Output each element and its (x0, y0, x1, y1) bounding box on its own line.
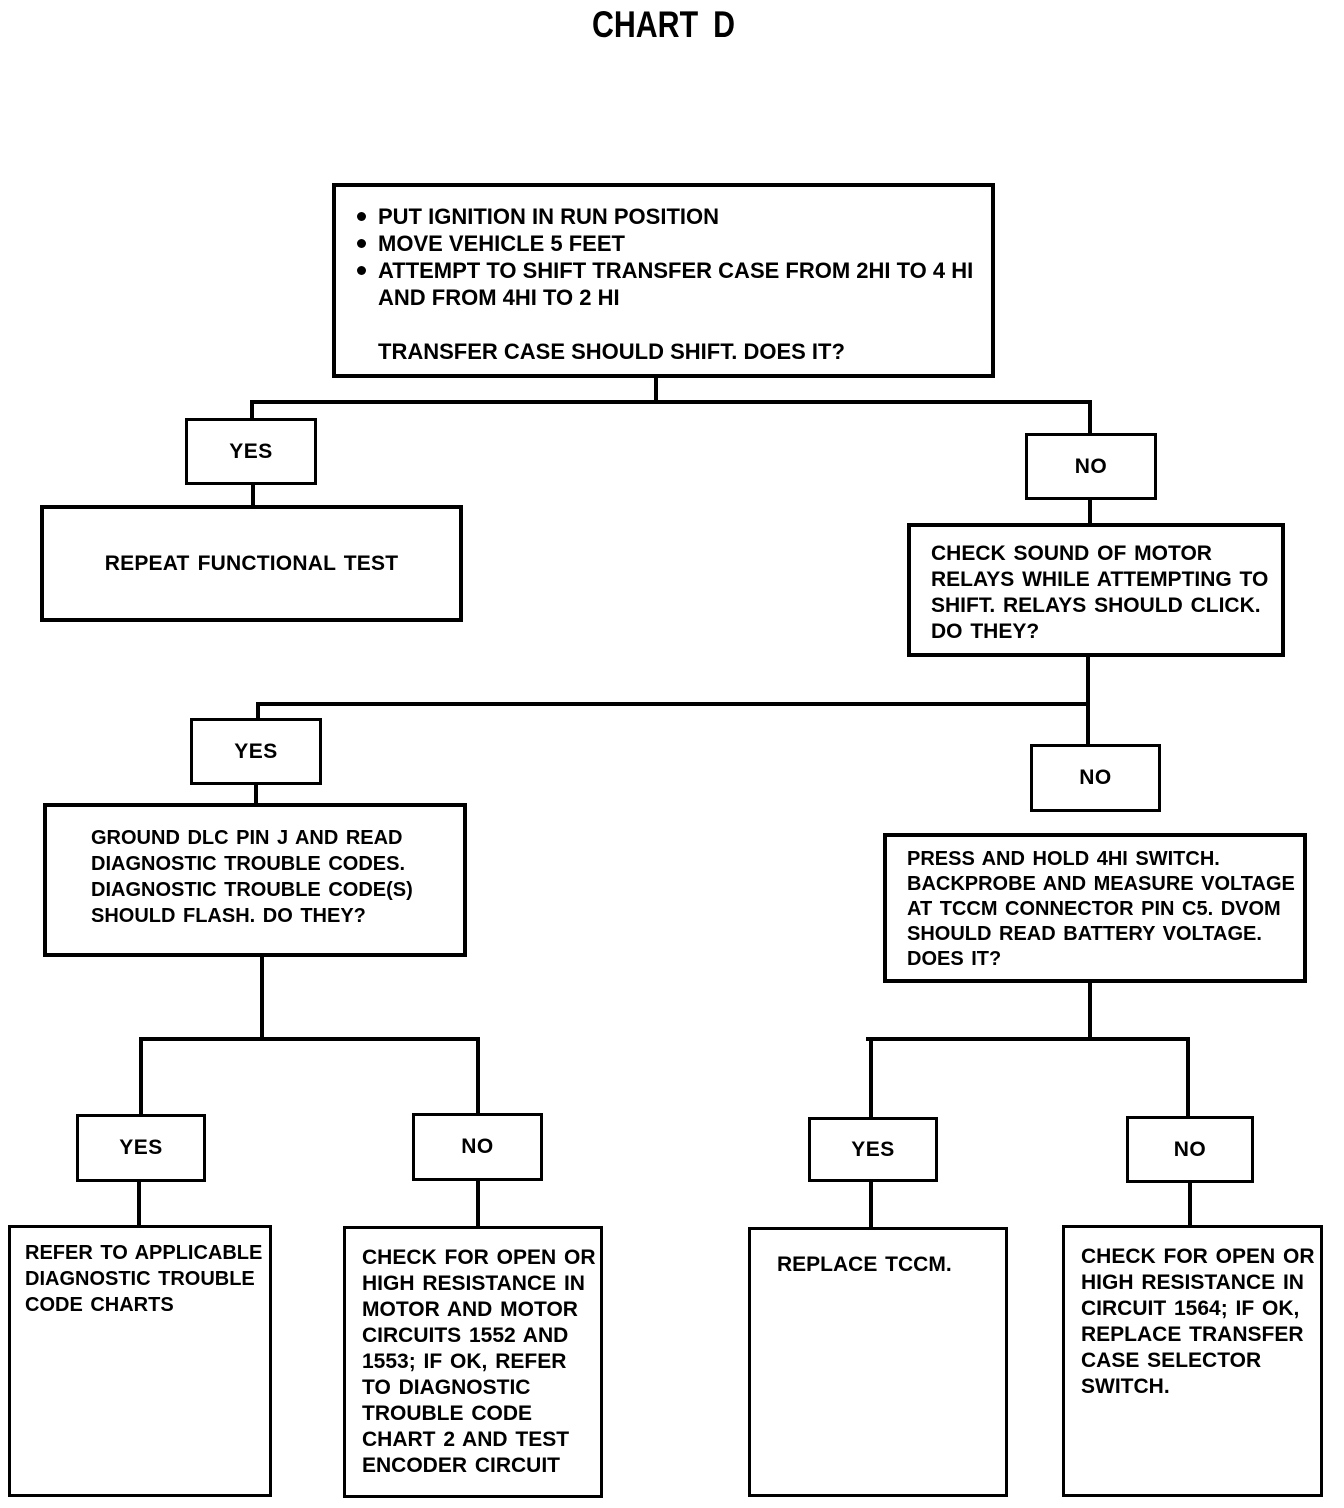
branch-label-no-2: NO (1030, 744, 1161, 812)
bullet-icon (357, 266, 366, 275)
connector (256, 702, 1090, 706)
connector (139, 1037, 143, 1114)
connector (869, 1037, 873, 1117)
bullet-text: MOVE VEHICLE 5 FEET (378, 231, 625, 256)
start-question: TRANSFER CASE SHOULD SHIFT. DOES IT? (378, 339, 845, 364)
branch-label-no-3: NO (412, 1113, 543, 1181)
branch-label-yes-4: YES (808, 1117, 938, 1182)
connector (254, 785, 258, 803)
connector (869, 1182, 873, 1227)
branch-label-yes-1: YES (185, 418, 317, 485)
branch-label-yes-3: YES (76, 1114, 206, 1182)
bullet-item (336, 257, 991, 311)
connector (1088, 500, 1092, 523)
bullet-icon (357, 239, 366, 248)
chart-title: CHART D (591, 4, 736, 45)
bullet-text: ATTEMPT TO SHIFT TRANSFER CASE FROM 2HI TO 4 HI AND FROM 4HI TO 2 HI (378, 258, 974, 310)
node-replace-tccm: REPLACE TCCM. (748, 1227, 1008, 1497)
node-refer-dtc-charts: REFER TO APPLICABLE DIAGNOSTIC TROUBLE CODE CHARTS (8, 1225, 272, 1497)
connector (1188, 1183, 1192, 1225)
branch-label-no-1: NO (1025, 433, 1157, 500)
node-repeat-functional-test: REPEAT FUNCTIONAL TEST (40, 505, 463, 622)
bullet-icon (357, 212, 366, 221)
branch-label-yes-2: YES (190, 718, 322, 785)
branch-label-no-4: NO (1126, 1116, 1254, 1183)
connector (476, 1181, 480, 1226)
connector (1086, 657, 1090, 744)
bullet-item (336, 203, 991, 230)
bullet-item (336, 230, 991, 257)
connector (1186, 1037, 1190, 1116)
connector (1088, 983, 1092, 1039)
node-check-relay-sound: CHECK SOUND OF MOTOR RELAYS WHILE ATTEMPTING TO SHIFT. RELAYS SHOULD CLICK. DO THEY? (907, 523, 1285, 657)
node-check-circuit-1564: CHECK FOR OPEN OR HIGH RESISTANCE IN CIRCUIT 1564; IF OK, REPLACE TRANSFER CASE SELECTOR SWITCH. (1062, 1225, 1323, 1497)
connector (137, 1182, 141, 1225)
node-press-hold-4hi: PRESS AND HOLD 4HI SWITCH. BACKPROBE AND MEASURE VOLTAGE AT TCCM CONNECTOR PIN C5. DVOM SHOULD READ BATTERY VOLTAGE. DOES IT? (883, 833, 1307, 983)
connector (866, 1037, 1190, 1041)
bullet-text: PUT IGNITION IN RUN POSITION (378, 204, 720, 229)
connector (256, 702, 260, 718)
connector (260, 957, 264, 1041)
connector (139, 1037, 480, 1041)
node-ground-dlc: GROUND DLC PIN J AND READ DIAGNOSTIC TROUBLE CODES. DIAGNOSTIC TROUBLE CODE(S) SHOULD FLASH. DO THEY? (43, 803, 467, 957)
connector (251, 485, 255, 505)
node-start (332, 183, 995, 378)
connector (250, 400, 1092, 404)
connector (1088, 400, 1092, 433)
connector (250, 400, 254, 418)
node-check-motor-circuits: CHECK FOR OPEN OR HIGH RESISTANCE IN MOTOR AND MOTOR CIRCUITS 1552 AND 1553; IF OK, REFER TO DIAGNOSTIC TROUBLE CODE CHART 2 AND TEST ENCODER CIRCUIT (343, 1226, 603, 1498)
connector (476, 1037, 480, 1113)
